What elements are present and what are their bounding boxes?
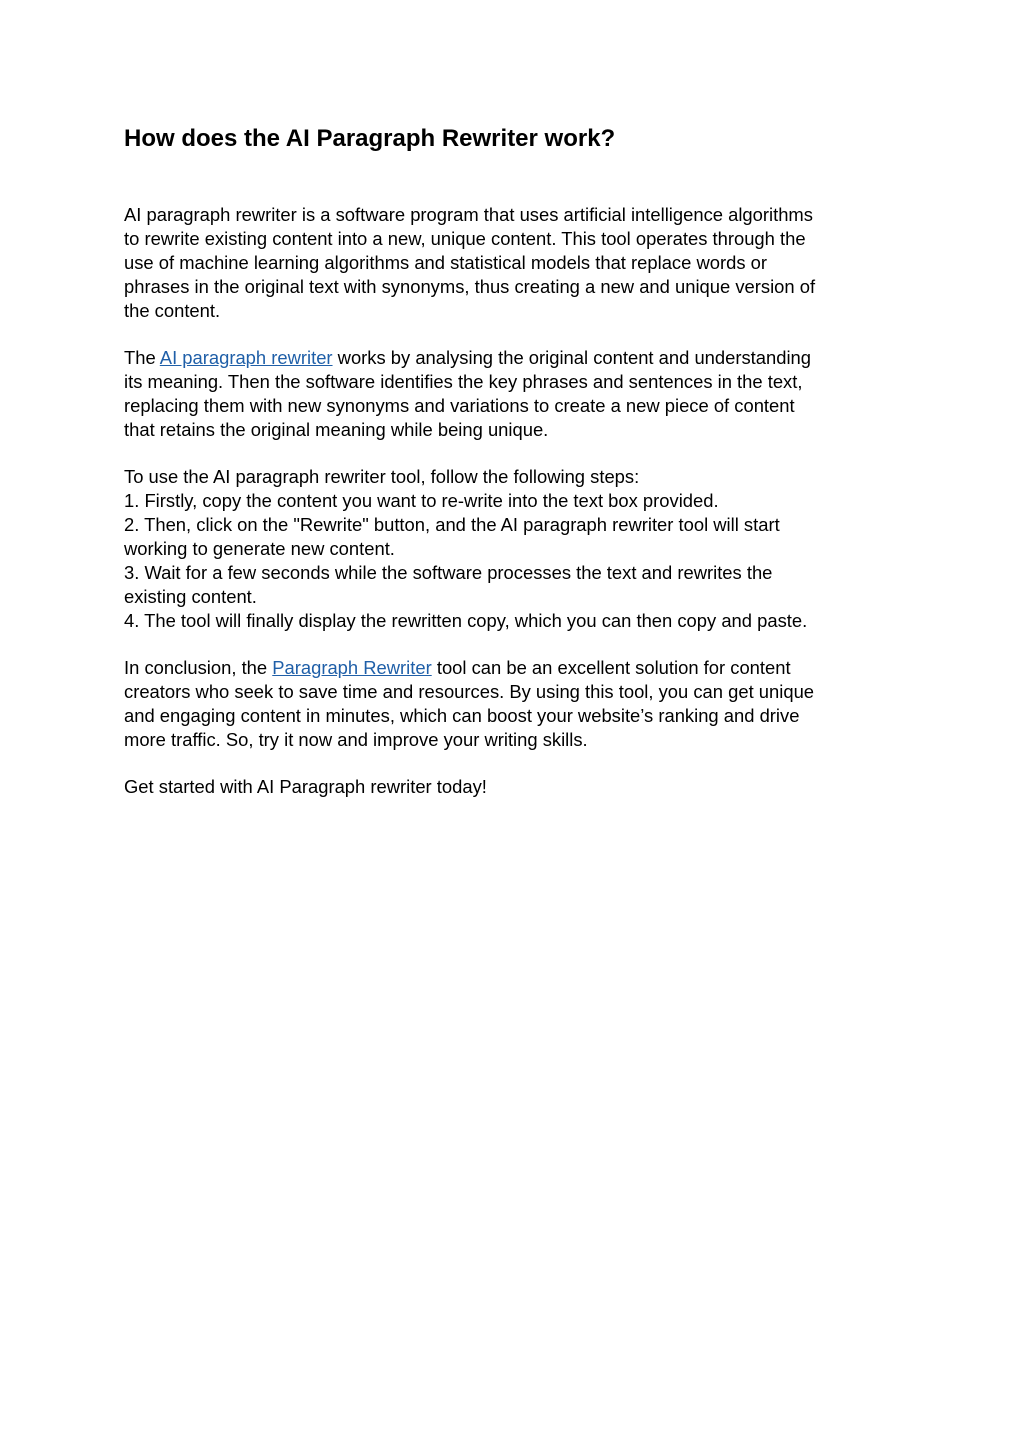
paragraph-rewriter-link[interactable]: Paragraph Rewriter [272, 657, 432, 678]
text-line: use of machine learning algorithms and statistical models that replace words or [124, 252, 767, 273]
text-fragment: In conclusion, the [124, 657, 273, 678]
text-line [124, 656, 914, 680]
step-line: 2. Then, click on the "Rewrite" button, and the AI paragraph rewriter tool will start [124, 514, 780, 535]
step-line: 1. Firstly, copy the content you want to re-write into the text box provided. [124, 490, 719, 511]
paragraph-call-to-action [124, 775, 914, 799]
step-line: working to generate new content. [124, 538, 395, 559]
text-line: replacing them with new synonyms and variations to create a new piece of content [124, 395, 795, 416]
paragraph-conclusion [124, 656, 914, 752]
text-line [124, 346, 914, 370]
page-title: How does the AI Paragraph Rewriter work? [124, 125, 616, 152]
text-fragment: tool can be an excellent solution for content [431, 657, 791, 678]
text-line: the content. [124, 300, 221, 321]
text-fragment: The [124, 347, 160, 368]
text-line: phrases in the original text with synonyms, thus creating a new and unique version of [124, 276, 816, 297]
paragraph-intro [124, 203, 914, 323]
text-line: that retains the original meaning while being unique. [124, 419, 549, 440]
step-line: 4. The tool will finally display the rewritten copy, which you can then copy and paste. [124, 610, 808, 631]
text-line: Get started with AI Paragraph rewriter today! [124, 776, 487, 797]
text-line: more traffic. So, try it now and improve your writing skills. [124, 729, 588, 750]
text-line: to rewrite existing content into a new, unique content. This tool operates through the [124, 228, 806, 249]
step-line: existing content. [124, 586, 257, 607]
step-line: 3. Wait for a few seconds while the software processes the text and rewrites the [124, 562, 773, 583]
paragraph-how-it-works [124, 346, 914, 442]
text-line: creators who seek to save time and resources. By using this tool, you can get unique [124, 681, 815, 702]
text-fragment: works by analysing the original content and understanding [332, 347, 812, 368]
document-body [124, 203, 914, 822]
paragraph-steps [124, 465, 914, 633]
text-line: AI paragraph rewriter is a software program that uses artificial intelligence algorithms [124, 204, 813, 225]
text-line: its meaning. Then the software identifies the key phrases and sentences in the text, [124, 371, 803, 392]
ai-paragraph-rewriter-link[interactable]: AI paragraph rewriter [159, 347, 333, 368]
text-line: To use the AI paragraph rewriter tool, follow the following steps: [124, 466, 640, 487]
text-line: and engaging content in minutes, which can boost your website’s ranking and drive [124, 705, 800, 726]
